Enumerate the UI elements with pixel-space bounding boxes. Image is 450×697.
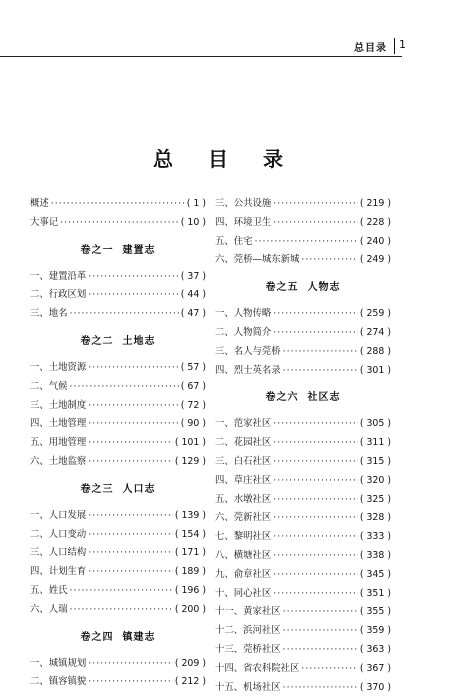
volume-name: 土地志: [122, 335, 156, 347]
entry-page: ( 301 ): [359, 364, 391, 376]
toc-entry[interactable]: [30, 268, 206, 287]
toc-entry[interactable]: [30, 305, 206, 324]
toc-entry[interactable]: [30, 563, 206, 582]
entry-title: 五、住宅: [215, 235, 253, 247]
entry-page: ( 305 ): [359, 418, 391, 430]
dot-leader: [273, 195, 358, 214]
entry-title: 五、姓氏: [30, 584, 68, 596]
dot-leader: [273, 472, 358, 491]
entry-title: 四、环境卫生: [215, 216, 272, 228]
entry-title: 七、黎明社区: [215, 531, 272, 543]
entry-page: ( 359 ): [359, 625, 391, 637]
volume-heading: [30, 480, 206, 496]
dot-leader: [273, 585, 358, 604]
toc-entry[interactable]: [215, 251, 391, 270]
toc-entry[interactable]: [30, 453, 206, 472]
entry-title: 三、地名: [30, 308, 68, 320]
entry-title: 三、土地制度: [30, 399, 87, 411]
volume-number: 卷之四: [80, 631, 114, 643]
toc-entry[interactable]: [30, 655, 206, 674]
toc-left-column: [30, 195, 206, 692]
dot-leader: [273, 453, 358, 472]
toc-entry[interactable]: [215, 453, 391, 472]
volume-number: 卷之六: [265, 392, 299, 404]
dot-leader: [301, 660, 357, 679]
toc-entry[interactable]: [215, 362, 391, 381]
toc-entry[interactable]: [215, 491, 391, 510]
volume-name: 建置志: [122, 244, 156, 256]
volume-number: 卷之五: [265, 282, 299, 294]
toc-entry[interactable]: [215, 324, 391, 343]
entry-page: ( 240 ): [359, 235, 391, 247]
entry-title: 二、镇容镇貌: [30, 676, 87, 688]
toc-entry[interactable]: [30, 397, 206, 416]
volume-heading: [30, 332, 206, 348]
dot-leader: [273, 509, 358, 528]
entry-title: 六、人瑞: [30, 603, 68, 615]
entry-page: ( 129 ): [174, 455, 206, 467]
entry-page: ( 101 ): [174, 437, 206, 449]
header-rule: [0, 56, 402, 57]
dot-leader: [88, 673, 173, 692]
dot-leader: [273, 434, 358, 453]
entry-title: 一、土地资源: [30, 361, 87, 373]
entry-page: ( 355 ): [359, 606, 391, 618]
entry-page: ( 320 ): [359, 474, 391, 486]
entry-page: ( 1 ): [186, 198, 206, 209]
dot-leader: [283, 679, 358, 697]
dot-leader: [88, 415, 179, 434]
dot-leader: [88, 563, 173, 582]
header-divider: [394, 38, 395, 54]
toc-entry[interactable]: [30, 526, 206, 545]
entry-page: ( 274 ): [359, 326, 391, 338]
toc-entry[interactable]: [30, 507, 206, 526]
entry-title: 十四、省农科院社区: [215, 662, 300, 674]
entry-title: 一、范家社区: [215, 418, 272, 430]
entry-page: ( 249 ): [359, 254, 391, 266]
entry-page: ( 90 ): [180, 418, 206, 430]
entry-title: 一、人口发展: [30, 509, 87, 521]
entry-title: 二、花园社区: [215, 437, 272, 449]
toc-entry[interactable]: [215, 679, 391, 697]
entry-page: ( 212 ): [174, 676, 206, 688]
dot-leader: [88, 507, 173, 526]
dot-leader: [88, 286, 179, 305]
entry-page: ( 333 ): [359, 531, 391, 543]
dot-leader: [301, 251, 357, 270]
entry-page: ( 338 ): [359, 549, 391, 561]
dot-leader: [273, 415, 358, 434]
dot-leader: [283, 622, 358, 641]
toc-entry[interactable]: [215, 305, 391, 324]
entry-title: 十五、机场社区: [215, 681, 281, 693]
dot-leader: [273, 528, 358, 547]
entry-page: ( 200 ): [174, 603, 206, 615]
toc-entry[interactable]: [215, 622, 391, 641]
entry-title: 四、计划生育: [30, 566, 87, 578]
entry-title: 三、白石社区: [215, 455, 272, 467]
dot-leader: [51, 195, 185, 214]
volume-name: 社区志: [307, 392, 341, 404]
entry-title: 三、公共设施: [215, 198, 272, 209]
entry-page: ( 196 ): [174, 584, 206, 596]
entry-page: ( 171 ): [174, 547, 206, 559]
entry-page: ( 67 ): [180, 380, 206, 392]
dot-leader: [88, 544, 173, 563]
dot-leader: [70, 378, 179, 397]
toc-entry[interactable]: [215, 585, 391, 604]
entry-page: ( 363 ): [359, 643, 391, 655]
entry-title: 四、草庄社区: [215, 474, 272, 486]
running-header: [0, 38, 450, 58]
dot-leader: [88, 397, 179, 416]
entry-title: 概述: [30, 198, 49, 209]
volume-heading: [215, 278, 391, 294]
entry-page: ( 154 ): [174, 528, 206, 540]
entry-page: ( 189 ): [174, 566, 206, 578]
toc-entry[interactable]: [30, 434, 206, 453]
entry-page: ( 370 ): [359, 681, 391, 693]
entry-page: ( 259 ): [359, 308, 391, 320]
dot-leader: [283, 343, 358, 362]
toc-entry[interactable]: [30, 378, 206, 397]
toc-entry[interactable]: [215, 434, 391, 453]
dot-leader: [70, 601, 173, 620]
toc-entry[interactable]: [215, 415, 391, 434]
dot-leader: [70, 305, 179, 324]
entry-page: ( 311 ): [359, 437, 391, 449]
page-number: 1: [399, 38, 406, 51]
entry-page: ( 47 ): [180, 308, 206, 320]
entry-title: 六、土地监察: [30, 455, 87, 467]
dot-leader: [60, 214, 179, 233]
toc-entry[interactable]: [30, 195, 206, 214]
entry-title: 六、莞桥—城东新城: [215, 254, 300, 266]
entry-title: 四、烈士英名录: [215, 364, 281, 376]
entry-title: 十三、莞桥社区: [215, 643, 281, 655]
toc-entry[interactable]: [215, 547, 391, 566]
entry-page: ( 345 ): [359, 568, 391, 580]
toc-entry[interactable]: [30, 601, 206, 620]
volume-name: 镇建志: [122, 631, 156, 643]
entry-title: 五、用地管理: [30, 437, 87, 449]
entry-title: 八、横塘社区: [215, 549, 272, 561]
header-label: 总目录: [354, 43, 387, 54]
dot-leader: [273, 547, 358, 566]
dot-leader: [88, 359, 179, 378]
entry-title: 六、莞新社区: [215, 512, 272, 524]
toc-entry[interactable]: [215, 660, 391, 679]
entry-page: ( 72 ): [180, 399, 206, 411]
dot-leader: [88, 526, 173, 545]
toc-entry[interactable]: [215, 214, 391, 233]
entry-title: 三、人口结构: [30, 547, 87, 559]
toc-entry[interactable]: [215, 233, 391, 252]
dot-leader: [273, 566, 358, 585]
page-title: 总 目 录: [153, 147, 297, 171]
dot-leader: [283, 362, 358, 381]
toc-entry[interactable]: [215, 509, 391, 528]
entry-page: ( 44 ): [180, 289, 206, 301]
entry-page: ( 228 ): [359, 216, 391, 228]
entry-title: 二、气候: [30, 380, 68, 392]
dot-leader: [255, 233, 358, 252]
entry-page: ( 10 ): [180, 216, 206, 228]
entry-title: 一、建置沿革: [30, 270, 87, 282]
entry-page: ( 325 ): [359, 493, 391, 505]
toc-entry[interactable]: [30, 582, 206, 601]
toc-entry[interactable]: [215, 472, 391, 491]
entry-page: ( 328 ): [359, 512, 391, 524]
dot-leader: [283, 603, 358, 622]
toc-entry[interactable]: [30, 214, 206, 233]
dot-leader: [88, 434, 173, 453]
entry-title: 一、城镇规划: [30, 657, 87, 669]
entry-title: 五、水墩社区: [215, 493, 272, 505]
dot-leader: [70, 582, 173, 601]
entry-page: ( 288 ): [359, 345, 391, 357]
volume-number: 卷之一: [80, 244, 114, 256]
entry-title: 九、俞章社区: [215, 568, 272, 580]
entry-title: 十、同心社区: [215, 587, 272, 599]
toc-entry[interactable]: [30, 673, 206, 692]
entry-title: 一、人物传略: [215, 308, 272, 320]
dot-leader: [88, 268, 179, 287]
entry-title: 十二、浜河社区: [215, 625, 281, 637]
volume-number: 卷之三: [80, 483, 114, 495]
entry-title: 四、土地管理: [30, 418, 87, 430]
toc-entry[interactable]: [30, 544, 206, 563]
entry-page: ( 315 ): [359, 455, 391, 467]
volume-number: 卷之二: [80, 335, 114, 347]
entry-title: 大事记: [30, 216, 59, 228]
toc-entry[interactable]: [215, 603, 391, 622]
volume-heading: [30, 628, 206, 644]
toc-entry[interactable]: [215, 528, 391, 547]
entry-page: ( 219 ): [359, 198, 391, 209]
toc-entry[interactable]: [215, 343, 391, 362]
volume-name: 人物志: [307, 282, 341, 294]
entry-page: ( 367 ): [359, 662, 391, 674]
entry-title: 二、行政区划: [30, 289, 87, 301]
entry-page: ( 139 ): [174, 509, 206, 521]
dot-leader: [273, 305, 358, 324]
toc-entry[interactable]: [30, 415, 206, 434]
volume-heading: [30, 241, 206, 257]
dot-leader: [273, 214, 358, 233]
toc-entry[interactable]: [30, 286, 206, 305]
entry-page: ( 57 ): [180, 361, 206, 373]
dot-leader: [273, 491, 358, 510]
toc-entry[interactable]: [215, 566, 391, 585]
entry-page: ( 37 ): [180, 270, 206, 282]
toc-entry[interactable]: [30, 359, 206, 378]
dot-leader: [88, 453, 173, 472]
entry-title: 十一、黄家社区: [215, 606, 281, 618]
dot-leader: [273, 324, 358, 343]
dot-leader: [88, 655, 173, 674]
entry-page: ( 351 ): [359, 587, 391, 599]
volume-name: 人口志: [122, 483, 156, 495]
toc-entry[interactable]: [215, 195, 391, 214]
volume-heading: [215, 388, 391, 404]
entry-title: 二、人口变动: [30, 528, 87, 540]
toc-right-column: [215, 195, 391, 697]
entry-title: 三、名人与莞桥: [215, 345, 281, 357]
entry-page: ( 209 ): [174, 657, 206, 669]
entry-title: 二、人物简介: [215, 326, 272, 338]
